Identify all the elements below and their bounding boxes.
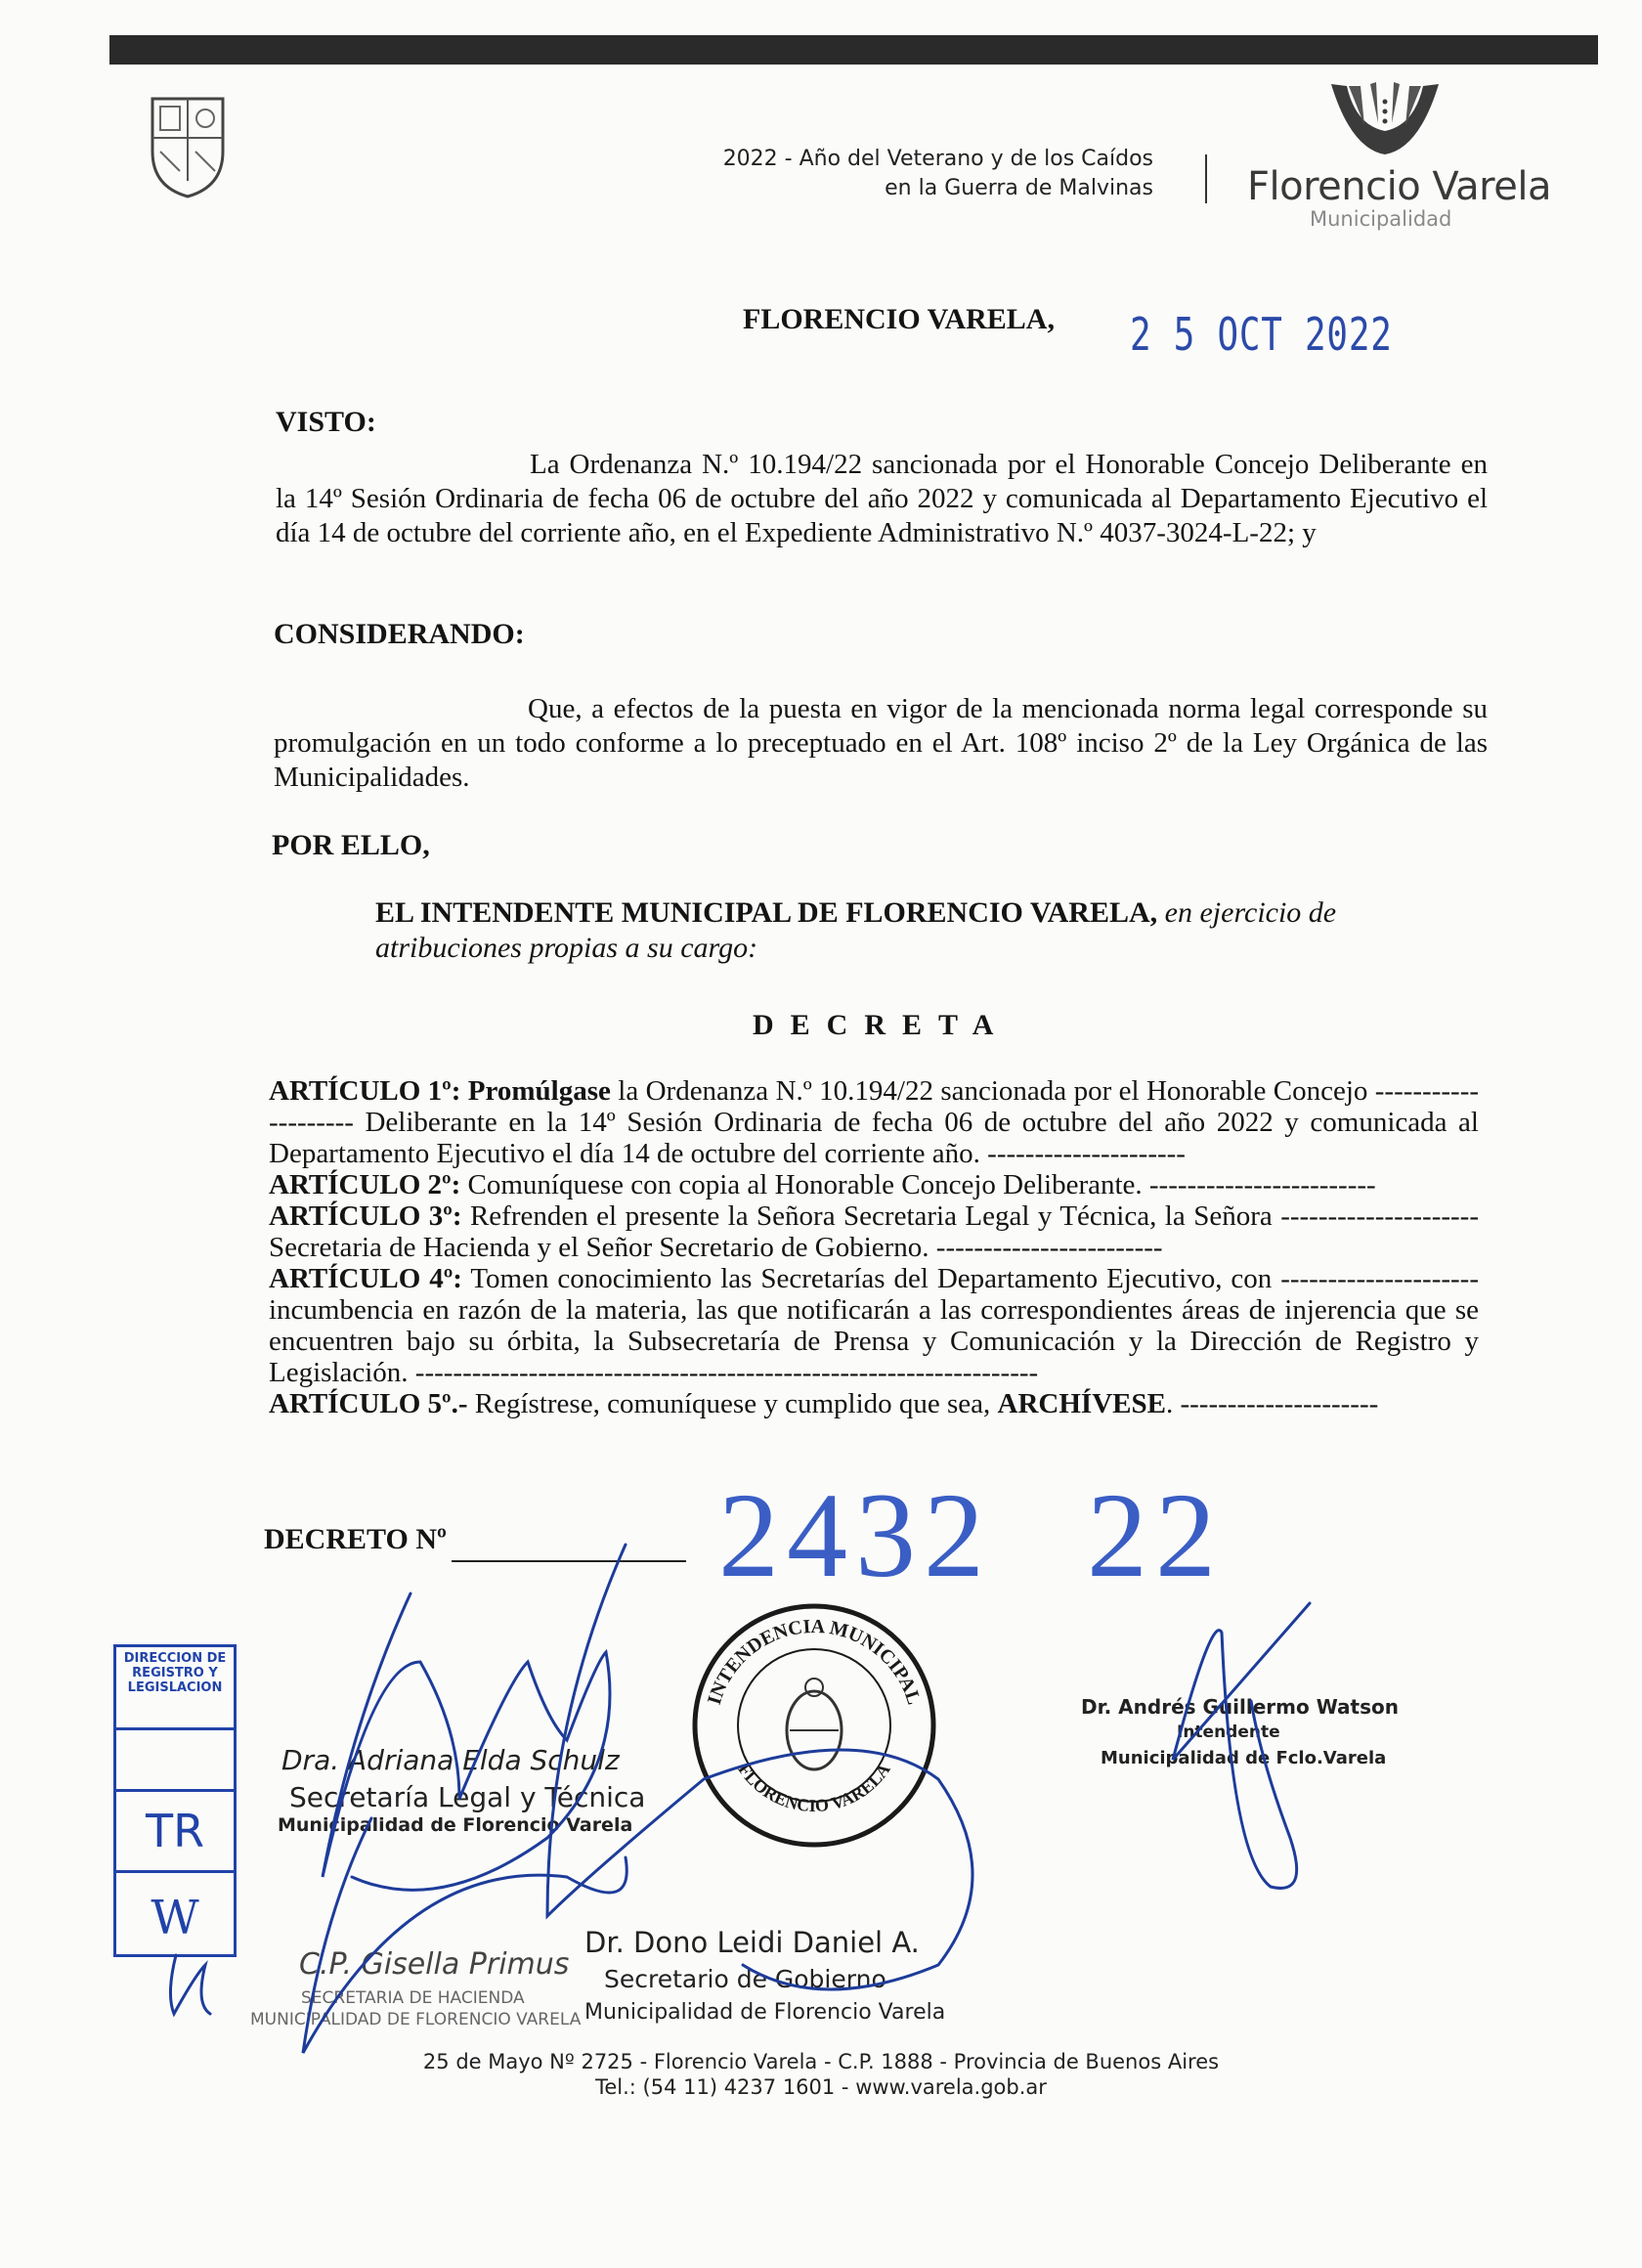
signature-watson — [1173, 1603, 1310, 1888]
top-scan-bar — [109, 35, 1598, 65]
article-label: ARTÍCULO 5º.- — [269, 1388, 468, 1419]
seal-top-text: INTENDENCIA MUNICIPAL — [703, 1615, 926, 1708]
hacienda-secretary-name: C.P. Gisella Primus — [299, 1947, 570, 1982]
year-line-1: 2022 - Año del Veterano y de los Caídos — [722, 147, 1153, 171]
article-5 — [269, 1388, 1479, 1419]
intendente-org: Municipalidad de Fclo.Varela — [1101, 1748, 1387, 1768]
article-tail: . --------------------- — [1165, 1388, 1379, 1419]
article-text: la Ordenanza N.º 10.194/22 sancionada por el Honorable Concejo -------------------- Deliberante en la 14º Sesión Ordinaria de fecha 06 de octubre del año 2022 y comunicada al Departamento Ejecutivo el día 14 de octubre del corriente año. --------------------- — [269, 1075, 1480, 1169]
intendente-clause — [375, 895, 1392, 966]
gobierno-secretary-name: Dr. Dono Leidi Daniel A. — [584, 1926, 920, 1959]
decreto-label: DECRETO Nº — [264, 1523, 447, 1555]
florencio-varela-logo-icon — [1321, 80, 1448, 158]
gobierno-secretary-org: Municipalidad de Florencio Varela — [584, 2000, 946, 2025]
year-line-2: en la Guerra de Malvinas — [885, 176, 1153, 200]
article-1 — [269, 1075, 1479, 1169]
municipal-seal-icon — [672, 1584, 956, 1867]
article-label: ARTÍCULO 1º: — [269, 1075, 461, 1107]
article-label: ARTÍCULO 4º: — [269, 1263, 462, 1294]
commemorative-year-text — [723, 145, 1153, 203]
decreta-heading: DECRETA — [753, 1009, 1011, 1041]
svg-text:INTENDENCIA MUNICIPAL — [704, 1616, 925, 1707]
legal-secretary-name: Dra. Adriana Elda Schulz — [281, 1744, 620, 1776]
legal-secretary-org: Municipalidad de Florencio Varela — [278, 1814, 633, 1836]
intendente-role: Intendente — [1177, 1723, 1280, 1742]
hacienda-secretary-org: MUNICIPALIDAD DE FLORENCIO VARELA — [250, 2010, 582, 2029]
article-3 — [269, 1200, 1479, 1263]
considerando-heading: CONSIDERANDO: — [274, 618, 525, 650]
decreto-year-stamp: 22 — [1087, 1468, 1224, 1602]
registro-legislacion-stamp — [113, 1644, 237, 1957]
intendente-bold: EL INTENDENTE MUNICIPAL DE FLORENCIO VARELA, — [375, 896, 1158, 929]
registro-initials-2: W — [151, 1891, 199, 1945]
visto-text: La Ordenanza N.º 10.194/22 sancionada por el Honorable Concejo Deliberante en la 14º Sesión Ordinaria de fecha 06 de octubre del año 2022 y comunicada al Departamento Ejecutivo el día 14 de octubre del corriente año, en el Expediente Administrativo N.º 4037-3024-L-22; y — [276, 449, 1488, 548]
legal-secretary-role: Secretaría Legal y Técnica — [289, 1781, 646, 1813]
articles-list — [269, 1075, 1479, 1419]
considerando-text: Que, a efectos de la puesta en vigor de la mencionada norma legal corresponde su promulgación en un todo conforme a lo preceptuado en el Art. 108º inciso 2º de la Ley Orgánica de las Municipalidades. — [274, 693, 1488, 793]
registro-stamp-title: DIRECCION DE REGISTRO Y LEGISLACION — [116, 1647, 234, 1730]
gobierno-secretary-role: Secretario de Gobierno — [604, 1965, 886, 1993]
intendente-name: Dr. Andrés Guillermo Watson — [1081, 1695, 1399, 1719]
visto-heading: VISTO: — [276, 406, 376, 438]
municipality-subtitle: Municipalidad — [1310, 207, 1452, 231]
footer-contact: Tel.: (54 11) 4237 1601 - www.varela.gob.ar — [595, 2075, 1047, 2099]
article-label: ARTÍCULO 3º: — [269, 1200, 462, 1232]
article-text: Refrenden el presente la Señora Secretaria Legal y Técnica, la Señora --------------------- Secretaria de Hacienda y el Señor Secretario de Gobierno. ------------------------ — [269, 1200, 1479, 1263]
place-heading: FLORENCIO VARELA, — [743, 303, 1055, 335]
article-4 — [269, 1263, 1479, 1388]
decreto-number-stamp: 2432 — [718, 1468, 992, 1602]
article-bold-lead: Promúlgase — [460, 1075, 611, 1107]
date-stamp: 2 5 OCT 2022 — [1130, 308, 1393, 361]
hacienda-secretary-role: SECRETARIA DE HACIENDA — [301, 1988, 525, 2008]
footer-address: 25 de Mayo Nº 2725 - Florencio Varela - C.P. 1888 - Provincia de Buenos Aires — [422, 2050, 1220, 2073]
seal-bottom-text: FLORENCIO VARELA — [734, 1760, 894, 1816]
signature-schulz — [323, 1593, 610, 1890]
article-text: Tomen conocimiento las Secretarías del Departamento Ejecutivo, con --------------------- incumbencia en razón de la materia, las que notificarán a las correspondientes áreas de injerencia que se encuentren bajo su órbita, la Subsecretaría de Prensa y Comunicación y la Dirección de Registro y Legislación. ------------------------------------------------------------------ — [269, 1263, 1479, 1388]
article-text: Comuníquese con copia al Honorable Concejo Deliberante. ------------------------ — [460, 1169, 1376, 1200]
signature-initials — [170, 1955, 210, 2014]
decreto-number-line — [452, 1560, 686, 1562]
article-label: ARTÍCULO 2º: — [269, 1169, 461, 1200]
registro-stamp-cell — [116, 1730, 234, 1792]
article-text: Regístrese, comuníquese y cumplido que sea, — [467, 1388, 998, 1419]
intendente-indent-anchor — [270, 931, 271, 932]
intendente-italic: en ejercicio de atribuciones propias a su cargo: — [375, 896, 1337, 964]
header-divider — [1205, 154, 1207, 203]
article-2 — [269, 1169, 1479, 1200]
municipal-crest-icon — [147, 93, 229, 200]
archivese-word: ARCHÍVESE — [997, 1388, 1166, 1419]
por-ello-heading: POR ELLO, — [272, 829, 430, 861]
municipality-name: Florencio Varela — [1247, 164, 1551, 209]
registro-initials-1: TR — [116, 1792, 234, 1873]
